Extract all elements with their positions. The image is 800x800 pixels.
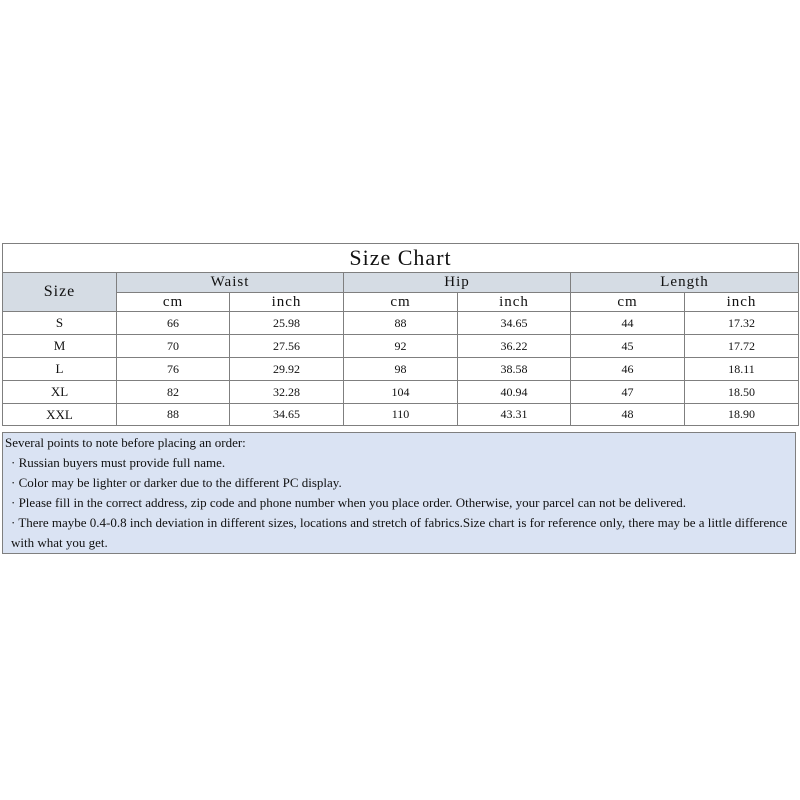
note-item: · Please fill in the correct address, zip code and phone number when you place order. Otherwise, your parcel can not be delivered. bbox=[11, 495, 687, 510]
table-row bbox=[3, 404, 799, 426]
table-cell: 104 bbox=[344, 381, 458, 404]
size-cell: M bbox=[3, 335, 117, 358]
table-cell: 46 bbox=[571, 358, 685, 381]
table-cell: 47 bbox=[571, 381, 685, 404]
size-chart bbox=[2, 243, 798, 426]
table-cell: 98 bbox=[344, 358, 458, 381]
table-cell: 44 bbox=[571, 312, 685, 335]
unit-header: cm bbox=[117, 293, 230, 312]
notes-heading: Several points to note before placing an order: bbox=[5, 435, 246, 450]
table-cell: 38.58 bbox=[458, 358, 571, 381]
note-item: · Color may be lighter or darker due to the different PC display. bbox=[11, 475, 342, 490]
order-notes bbox=[2, 432, 796, 554]
table-cell: 45 bbox=[571, 335, 685, 358]
table-cell: 110 bbox=[344, 404, 458, 426]
unit-header: cm bbox=[571, 293, 685, 312]
table-cell: 25.98 bbox=[230, 312, 344, 335]
chart-title: Size Chart bbox=[3, 244, 799, 273]
length-header: Length bbox=[571, 273, 799, 293]
unit-header: inch bbox=[230, 293, 344, 312]
table-cell: 18.90 bbox=[685, 404, 799, 426]
unit-header: inch bbox=[458, 293, 571, 312]
table-cell: 82 bbox=[117, 381, 230, 404]
size-cell: XXL bbox=[3, 404, 117, 426]
table-cell: 43.31 bbox=[458, 404, 571, 426]
table-cell: 40.94 bbox=[458, 381, 571, 404]
table-cell: 76 bbox=[117, 358, 230, 381]
table-cell: 36.22 bbox=[458, 335, 571, 358]
note-item: · There maybe 0.4-0.8 inch deviation in different sizes, locations and stretch of fabrics.Size chart is for reference only, there may be a little difference with what you get. bbox=[11, 515, 788, 550]
table-cell: 66 bbox=[117, 312, 230, 335]
table-cell: 18.11 bbox=[685, 358, 799, 381]
table-cell: 27.56 bbox=[230, 335, 344, 358]
table-cell: 32.28 bbox=[230, 381, 344, 404]
table-row bbox=[3, 312, 799, 335]
table-cell: 70 bbox=[117, 335, 230, 358]
table-row bbox=[3, 381, 799, 404]
hip-header: Hip bbox=[344, 273, 571, 293]
size-chart-table bbox=[2, 243, 799, 426]
table-cell: 92 bbox=[344, 335, 458, 358]
table-cell: 88 bbox=[344, 312, 458, 335]
table-cell: 34.65 bbox=[458, 312, 571, 335]
table-row bbox=[3, 358, 799, 381]
size-cell: S bbox=[3, 312, 117, 335]
unit-header: inch bbox=[685, 293, 799, 312]
size-cell: XL bbox=[3, 381, 117, 404]
table-cell: 88 bbox=[117, 404, 230, 426]
waist-header: Waist bbox=[117, 273, 344, 293]
size-cell: L bbox=[3, 358, 117, 381]
note-item: · Russian buyers must provide full name. bbox=[11, 455, 226, 470]
unit-header: cm bbox=[344, 293, 458, 312]
table-cell: 18.50 bbox=[685, 381, 799, 404]
table-cell: 48 bbox=[571, 404, 685, 426]
table-cell: 29.92 bbox=[230, 358, 344, 381]
table-cell: 34.65 bbox=[230, 404, 344, 426]
size-header: Size bbox=[3, 273, 117, 312]
table-cell: 17.32 bbox=[685, 312, 799, 335]
table-cell: 17.72 bbox=[685, 335, 799, 358]
table-row bbox=[3, 335, 799, 358]
